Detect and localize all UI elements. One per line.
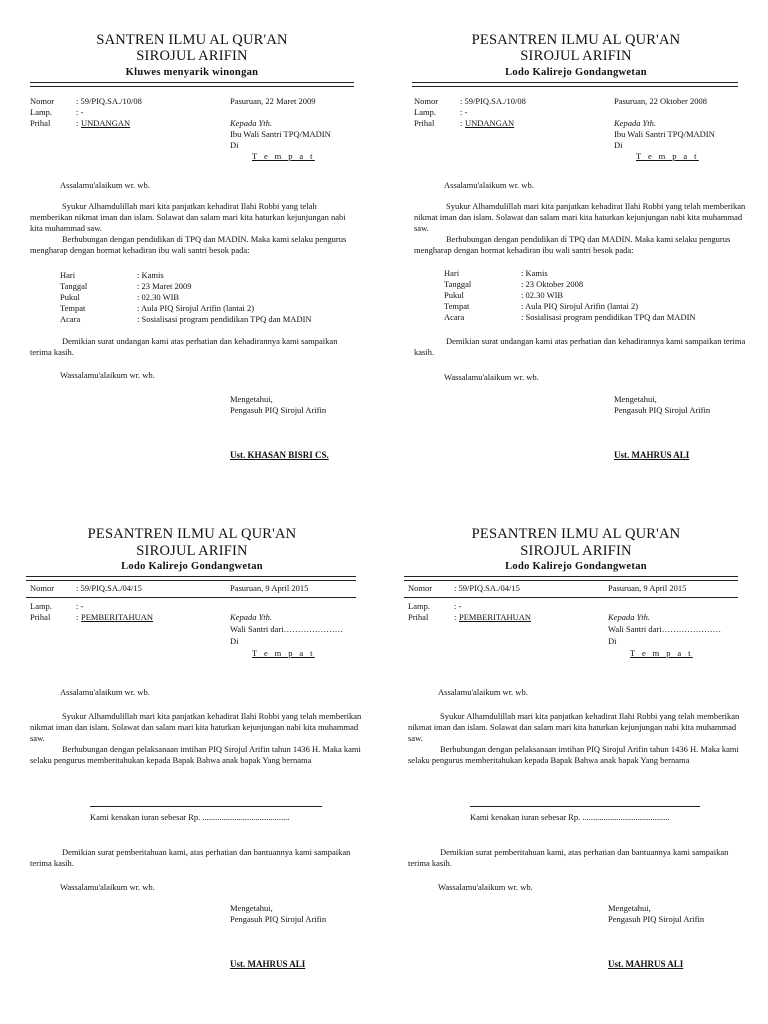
nomor-divider [404,597,738,598]
detail-value-hari: : Kamis [137,270,164,280]
detail-label-pukul: Pukul [444,290,464,300]
detail-label-tanggal: Tanggal [60,281,88,291]
letterhead-subtitle: SIROJUL ARIFIN [136,543,248,559]
lamp-label: Lamp. [30,601,52,611]
letterhead-title: PESANTREN ILMU AL QUR'AN [87,526,297,542]
paragraph-opening: Syukur Alhamdulillah mari kita panjatkan kehadirat Ilahi Robbi yang telah memberikan nikmat iman dan islam. Solawat dan salam mari kita haturkan kejunjungan nabi kita muhammad saw. [414,201,746,233]
detail-label-hari: Hari [60,270,76,280]
kepada-label: Kepada Yth. [614,118,657,128]
prihal-colon: : [460,118,463,128]
nomor-label: Nomor [30,583,55,593]
prihal-value: PEMBERITAHUAN [459,612,532,622]
letterhead-title: PESANTREN ILMU AL QUR'AN [471,526,681,542]
paragraph-opening: Syukur Alhamdulillah mari kita panjatkan kehadirat Ilahi Robbi yang telah memberikan nikmat iman dan islam. Solawat dan salam mari kita haturkan kejunjungan nabi kita muhammad saw. [30,711,362,743]
lamp-value: : - [454,601,462,611]
prihal-colon: : [76,612,79,622]
farewell: Wassalamu'alaikum wr. wb. [438,882,533,892]
prihal-value: UNDANGAN [465,118,515,128]
signer-name: Ust. KHASAN BISRI CS. [230,450,329,460]
lamp-label: Lamp. [414,107,436,117]
detail-label-tanggal: Tanggal [444,279,472,289]
paragraph-purpose: Berhubungan dengan pendidikan di TPQ dan MADIN. Maka kami selaku pengurus mengharap dengan hormat kehadiran ibu wali santri besok pada: [414,234,731,255]
signer-name: Ust. MAHRUS ALI [230,959,306,969]
lamp-label: Lamp. [30,107,52,117]
letter-date: Pasuruan, 22 Maret 2009 [230,96,316,106]
detail-label-tempat: Tempat [444,301,470,311]
prihal-colon: : [454,612,457,622]
detail-value-tempat: : Aula PIQ Sirojul Arifin (lantai 2) [521,301,639,311]
signer-role: Pengasuh PIQ Sirojul Arifin [614,405,711,415]
signer-name: Ust. MAHRUS ALI [614,450,690,460]
letterhead-title: SANTREN ILMU AL QUR'AN [96,32,288,48]
fee-line: Kami kenakan iuran sebesar Rp. ......................................... [470,812,670,822]
letter-invitation-2 [384,0,768,512]
letter-date: Pasuruan, 9 April 2015 [230,583,309,593]
detail-value-tanggal: : 23 Oktober 2008 [521,279,584,289]
paragraph-opening: Syukur Alhamdulillah mari kita panjatkan kehadirat Ilahi Robbi yang telah memberikan nikmat iman dan islam. Solawat dan salam mari kita haturkan kejunjungan nabi kita muhammad saw. [408,711,740,743]
letterhead-address: Lodo Kalirejo Gondangwetan [121,561,263,572]
nomor-value: : 59/PIQ.SA./04/15 [76,583,142,593]
mengetahui: Mengetahui, [614,394,657,404]
letterhead-address: Lodo Kalirejo Gondangwetan [505,561,647,572]
lamp-value: : - [76,107,84,117]
signer-role: Pengasuh PIQ Sirojul Arifin [230,405,327,415]
recipient: Ibu Wali Santri TPQ/MADIN [614,129,715,139]
prihal-colon: : [76,118,79,128]
name-blank-line [90,806,322,807]
tempat-label: T e m p a t [252,648,315,658]
letter-notice-1 [0,512,384,1024]
kepada-label: Kepada Yth. [608,612,651,622]
di-label: Di [230,636,239,646]
letterhead-title: PESANTREN ILMU AL QUR'AN [471,32,681,48]
di-label: Di [608,636,617,646]
signer-role: Pengasuh PIQ Sirojul Arifin [608,914,705,924]
paragraph-opening: Syukur Alhamdulillah mari kita panjatkan kehadirat Ilahi Robbi yang telah memberikan nikmat iman dan islam. Solawat dan salam mari kita haturkan kejunjungan nabi kita muhammad saw. [30,201,346,233]
nomor-label: Nomor [414,96,439,106]
mengetahui: Mengetahui, [608,903,651,913]
prihal-label: Prihal [408,612,429,622]
di-label: Di [614,140,623,150]
detail-value-acara: : Sosialisasi program pendidikan TPQ dan MADIN [521,312,696,322]
detail-value-tanggal: : 23 Maret 2009 [137,281,192,291]
greeting: Assalamu'alaikum wr. wb. [60,180,150,190]
letter-notice-2 [384,512,768,1024]
letterhead-subtitle: SIROJUL ARIFIN [520,48,632,64]
paragraph-closing: Demikian surat pemberitahuan kami, atas perhatian dan bantuannya kami sampaikan terima kasih. [30,847,351,868]
lamp-label: Lamp. [408,601,430,611]
nomor-value: : 59/PIQ.SA./10/08 [460,96,526,106]
detail-value-pukul: : 02.30 WIB [137,292,180,302]
header-divider [30,82,354,87]
nomor-label: Nomor [30,96,55,106]
farewell: Wassalamu'alaikum wr. wb. [444,372,539,382]
letter-date: Pasuruan, 22 Oktober 2008 [614,96,708,106]
prihal-label: Prihal [30,612,51,622]
recipient: Ibu Wali Santri TPQ/MADIN [230,129,331,139]
detail-label-acara: Acara [60,314,81,324]
header-divider [404,576,738,581]
kepada-label: Kepada Yth. [230,118,273,128]
letter-date: Pasuruan, 9 April 2015 [608,583,687,593]
detail-label-tempat: Tempat [60,303,86,313]
greeting: Assalamu'alaikum wr. wb. [444,180,534,190]
kepada-label: Kepada Yth. [230,612,273,622]
paragraph-purpose: Berhubungan dengan pelaksanaan imtihan PIQ Sirojul Arifin tahun 1436 H. Maka kami selaku pengurus memberitahukan kepada Bapak Bahwa anak bapak Yang bernama [408,744,739,765]
prihal-label: Prihal [30,118,51,128]
greeting: Assalamu'alaikum wr. wb. [438,687,528,697]
nomor-value: : 59/PIQ.SA./04/15 [454,583,520,593]
nomor-divider [26,597,356,598]
prihal-value: PEMBERITAHUAN [81,612,154,622]
tempat-label: T e m p a t [630,648,693,658]
greeting: Assalamu'alaikum wr. wb. [60,687,150,697]
signer-role: Pengasuh PIQ Sirojul Arifin [230,914,327,924]
mengetahui: Mengetahui, [230,903,273,913]
mengetahui: Mengetahui, [230,394,273,404]
di-label: Di [230,140,239,150]
detail-value-tempat: : Aula PIQ Sirojul Arifin (lantai 2) [137,303,255,313]
recipient: Wali Santri dari………………… [608,624,722,634]
tempat-label: T e m p a t [252,151,315,161]
fee-line: Kami kenakan iuran sebesar Rp. ......................................... [90,812,290,822]
signer-name: Ust. MAHRUS ALI [608,959,684,969]
detail-value-hari: : Kamis [521,268,548,278]
farewell: Wassalamu'alaikum wr. wb. [60,370,155,380]
nomor-label: Nomor [408,583,433,593]
detail-label-pukul: Pukul [60,292,80,302]
detail-label-acara: Acara [444,312,465,322]
nomor-value: : 59/PIQ.SA./10/08 [76,96,142,106]
letterhead-address: Kluwes menyarik winongan [125,67,259,78]
detail-value-pukul: : 02.30 WIB [521,290,564,300]
paragraph-purpose: Berhubungan dengan pendidikan di TPQ dan MADIN. Maka kami selaku pengurus mengharap dengan hormat kehadiran ibu wali santri besok pada: [30,234,347,255]
prihal-label: Prihal [414,118,435,128]
lamp-value: : - [76,601,84,611]
header-divider [26,576,356,581]
header-divider [412,82,738,87]
detail-label-hari: Hari [444,268,460,278]
letterhead-subtitle: SIROJUL ARIFIN [136,48,248,64]
paragraph-purpose: Berhubungan dengan pelaksanaan imtihan PIQ Sirojul Arifin tahun 1436 H. Maka kami selaku pengurus memberitahukan kepada Bapak Bahwa anak bapak Yang bernama [30,744,361,765]
prihal-value: UNDANGAN [81,118,131,128]
recipient: Wali Santri dari………………… [230,624,344,634]
farewell: Wassalamu'alaikum wr. wb. [60,882,155,892]
letterhead-address: Lodo Kalirejo Gondangwetan [505,67,647,78]
lamp-value: : - [460,107,468,117]
name-blank-line [470,806,700,807]
paragraph-closing: Demikian surat pemberitahuan kami, atas perhatian dan bantuannya kami sampaikan terima kasih. [408,847,729,868]
paragraph-closing: Demikian surat undangan kami atas perhatian dan kehadirannya kami sampaikan terima kasih. [30,336,338,357]
paragraph-closing: Demikian surat undangan kami atas perhatian dan kehadirannya kami sampaikan terima kasih. [414,336,746,357]
detail-value-acara: : Sosialisasi program pendidikan TPQ dan MADIN [137,314,312,324]
tempat-label: T e m p a t [636,151,699,161]
letterhead-subtitle: SIROJUL ARIFIN [520,543,632,559]
letter-invitation-1 [0,0,384,512]
